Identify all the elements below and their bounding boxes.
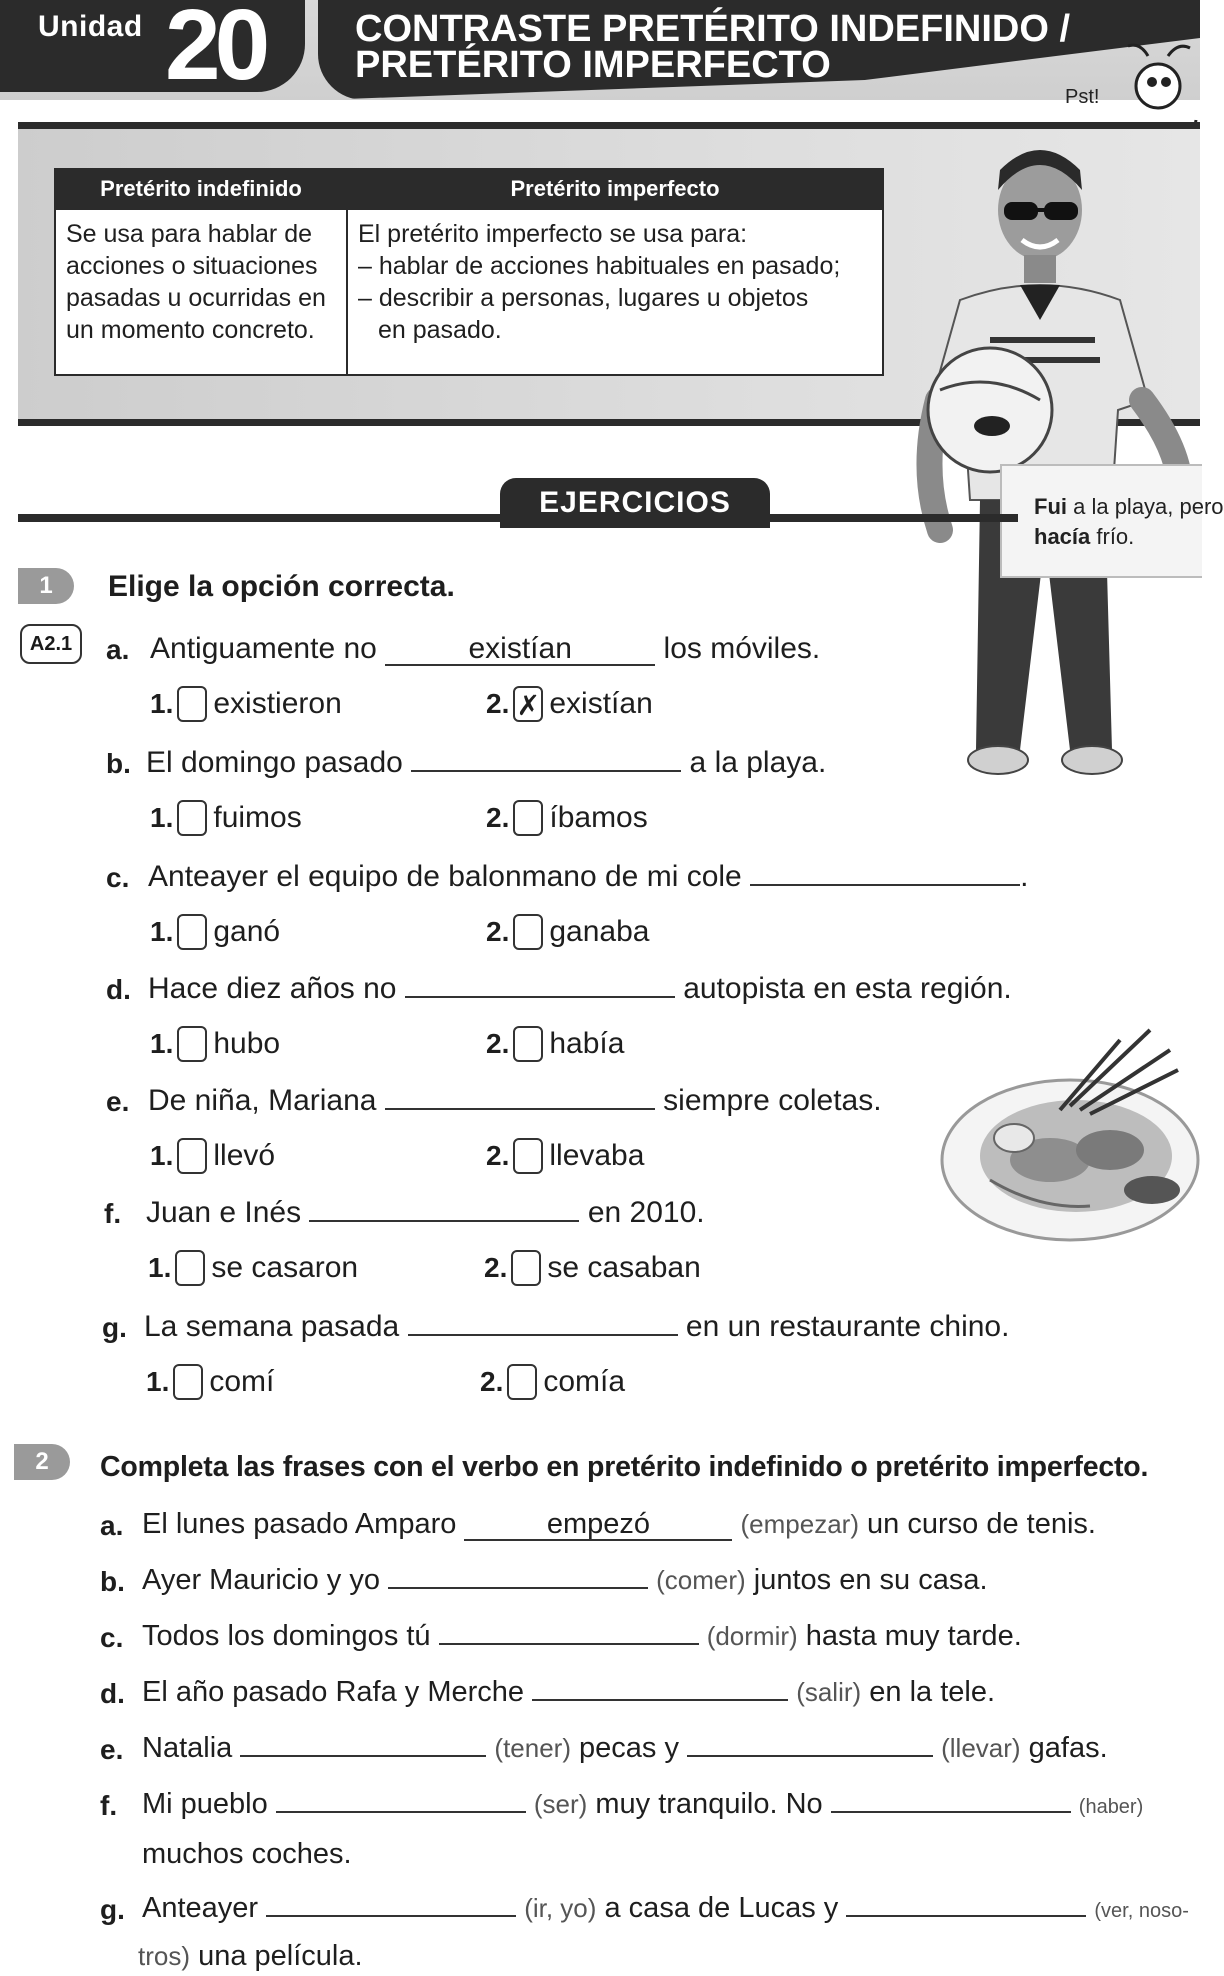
ex2-a-after: un curso de tenis. [867,1508,1096,1540]
option-label: ganaba [549,915,650,948]
ex1-e-after: siempre coletas. [663,1084,882,1117]
ex1-a-after: los móviles. [663,632,821,665]
ex2-d-after: en la tele. [869,1676,996,1708]
ex1-b-blank[interactable] [411,770,681,772]
ex2-g-before: Anteayer [142,1892,259,1924]
option-label: íbamos [549,801,648,834]
ex1-d-option2[interactable] [486,1026,624,1062]
ex2-e-before: Natalia [142,1732,233,1764]
ex1-g-option2[interactable] [480,1364,625,1400]
ex2-g-mid: a casa de Lucas y [604,1892,839,1924]
ex2-e-hint2: (llevar) [941,1733,1021,1763]
checkbox[interactable]: ✗ [513,686,543,722]
ex1-e-sentence [148,1084,882,1118]
checkbox[interactable] [177,800,207,836]
ex2-g-sentence [142,1892,1189,1925]
ex2-e-hint1: (tener) [494,1733,571,1763]
ex2-e-letter: e. [100,1734,124,1765]
grammar-table [54,168,884,376]
option-label: llevó [213,1139,276,1172]
grammar-col2-item2b: en pasado. [378,316,502,344]
ex1-e-option2[interactable] [486,1138,644,1174]
exercise-1-number: 1 [18,568,74,604]
ex1-g-letter: g. [102,1312,127,1343]
checkbox[interactable] [175,1250,205,1286]
option-label: hubo [213,1027,281,1060]
ex1-c-after: . [1020,860,1029,893]
ex2-f-hint2: (haber) [1078,1796,1144,1818]
unit-label: Unidad [38,10,143,43]
grammar-col1-header: Pretérito indefinido [55,169,347,209]
ex2-c-before: Todos los domingos tú [142,1620,431,1652]
boy-with-ball-image [880,70,1200,810]
ex1-f-letter: f. [104,1198,122,1229]
grammar-col2-header: Pretérito imperfecto [347,169,883,209]
ex1-d-option1[interactable] [150,1026,280,1062]
ex1-a-before: Antiguamente no [150,632,377,665]
ex2-b-sentence [142,1564,988,1597]
ex1-f-option2[interactable] [484,1250,701,1286]
option-label: comía [543,1365,626,1398]
ex2-g-hint1: (ir, yo) [524,1893,597,1923]
food-plate-image [920,1010,1200,1250]
ex2-g-blank1[interactable] [266,1915,516,1917]
exercise-1-title: Elige la opción correcta. [108,570,455,603]
grammar-col2-item1: – hablar de acciones habituales en pasado; [358,252,841,280]
option-number: 1. [150,1140,174,1171]
ex1-f-option1[interactable] [148,1250,358,1286]
checkbox[interactable] [177,1138,207,1174]
exercise-2-title: Completa las frases con el verbo en pretérito indefinido o pretérito imperfecto. [100,1451,1149,1483]
ex2-f-mid: muy tranquilo. No [595,1788,823,1820]
ex1-c-option2[interactable] [486,914,649,950]
ex1-e-letter: e. [106,1086,130,1117]
grammar-col2-cell [347,209,883,375]
ex2-b-blank[interactable] [388,1587,648,1589]
grammar-col1-text: Se usa para hablar de acciones o situaciones pasadas u ocurridas en un momento concreto. [55,209,347,375]
ex2-b-after: juntos en su casa. [753,1564,988,1596]
speech-note-text1: a la playa, pero [1067,494,1224,519]
ex1-f-blank[interactable] [309,1220,579,1222]
option-number: 2. [480,1366,504,1397]
ex2-c-after: hasta muy tarde. [805,1620,1022,1652]
ex2-a-hint: (empezar) [740,1509,859,1539]
option-label: comí [209,1365,275,1398]
option-number: 1. [150,1028,174,1059]
ex2-g-hint2: (ver, noso- [1094,1900,1189,1922]
ex1-a-letter: a. [106,634,130,665]
option-number: 2. [486,916,510,947]
ex2-g-letter: g. [100,1894,125,1925]
page-title-line1: CONTRASTE PRETÉRITO INDEFINIDO / [355,8,1071,50]
unit-number: 20 [165,0,265,101]
ex1-g-blank[interactable] [408,1334,678,1336]
ex1-c-sentence [148,860,1028,894]
ex2-d-hint: (salir) [796,1677,862,1707]
option-number: 1. [150,916,174,947]
ex2-e-sentence [142,1732,1108,1765]
option-number: 2. [486,688,510,719]
checkbox[interactable] [511,1250,541,1286]
ex1-b-option1[interactable] [150,800,302,836]
speech-note-text2: frío. [1090,524,1135,549]
ex2-c-sentence [142,1620,1022,1653]
ex1-a-option1[interactable] [150,686,342,722]
option-label: ganó [213,915,281,948]
ex1-d-before: Hace diez años no [148,972,397,1005]
checkbox[interactable] [177,1026,207,1062]
ex1-e-option1[interactable] [150,1138,275,1174]
ex2-d-letter: d. [100,1678,125,1709]
ex2-d-before: El año pasado Rafa y Merche [142,1676,525,1708]
ex2-b-hint: (comer) [656,1565,746,1595]
checkbox[interactable] [507,1364,537,1400]
option-number: 2. [486,1028,510,1059]
ex2-g-line2-text: una película. [198,1940,363,1972]
option-label: fuimos [213,801,302,834]
ex2-e-blank1[interactable] [240,1755,486,1757]
ex1-f-before: Juan e Inés [146,1196,302,1229]
grammar-col2-intro: El pretérito imperfecto se usa para: [358,220,748,248]
option-number: 1. [148,1252,172,1283]
ex1-c-option1[interactable] [150,914,280,950]
ex1-b-before: El domingo pasado [146,746,403,779]
ex1-c-before: Anteayer el equipo de balonmano de mi cole [148,860,742,893]
option-label: existían [549,687,653,720]
ex2-a-before: El lunes pasado Amparo [142,1508,457,1540]
option-number: 2. [486,802,510,833]
ex2-f-line2: muchos coches. [142,1838,352,1870]
ex1-d-blank[interactable] [405,996,675,998]
ex1-d-after: autopista en esta región. [683,972,1012,1005]
ex1-g-option1[interactable] [146,1364,274,1400]
speech-note-bold2: hacía [1034,524,1091,549]
ex2-a-blank[interactable]: empezó [464,1509,732,1541]
checkbox[interactable] [173,1364,203,1400]
ex2-e-blank2[interactable] [687,1755,933,1757]
checkbox[interactable] [513,1026,543,1062]
ex2-g-line2 [138,1940,363,1973]
speech-note-text [1034,492,1224,552]
ex1-g-before: La semana pasada [144,1310,400,1343]
ex1-b-option2[interactable] [486,800,648,836]
speech-note-bold1: Fui [1034,494,1067,519]
checkbox[interactable] [177,914,207,950]
ex1-b-letter: b. [106,748,131,779]
ex2-a-sentence [142,1508,1096,1541]
ex2-g-line2-hint: tros) [138,1941,190,1971]
ex2-f-letter: f. [100,1790,118,1821]
ex1-g-after: en un restaurante chino. [685,1310,1010,1343]
mascot-speech: Pst! [1065,86,1100,108]
exercise-2-number: 2 [14,1444,70,1480]
ex2-g-blank2[interactable] [846,1915,1086,1917]
checkbox[interactable] [513,1138,543,1174]
option-number: 2. [486,1140,510,1171]
ex2-f-blank2[interactable] [831,1811,1071,1813]
ex1-c-letter: c. [106,862,130,893]
option-label: existieron [213,687,342,720]
option-number: 2. [484,1252,508,1283]
ex1-a-blank[interactable]: existían [385,634,655,666]
level-badge: A2.1 [20,624,82,664]
ex2-b-letter: b. [100,1566,125,1597]
ex1-d-sentence [148,972,1012,1006]
ex2-f-sentence [142,1788,1143,1821]
ex1-a-sentence [150,632,820,666]
ex2-d-sentence [142,1676,995,1709]
ex2-b-before: Ayer Mauricio y yo [142,1564,380,1596]
ex1-e-before: De niña, Mariana [148,1084,377,1117]
option-label: se casaban [547,1251,701,1284]
ex2-f-blank1[interactable] [276,1811,526,1813]
option-label: se casaron [211,1251,359,1284]
ex1-a-option2[interactable] [486,686,653,722]
option-number: 1. [146,1366,170,1397]
option-label: llevaba [549,1139,645,1172]
checkbox[interactable] [513,800,543,836]
ex1-b-sentence [146,746,826,780]
ex2-c-hint: (dormir) [706,1621,798,1651]
ex2-c-blank[interactable] [439,1643,699,1645]
option-number: 1. [150,688,174,719]
ex1-b-after: a la playa. [689,746,827,779]
ex2-d-blank[interactable] [532,1699,788,1701]
ex2-c-letter: c. [100,1622,124,1653]
option-label: había [549,1027,625,1060]
ex1-d-letter: d. [106,974,131,1005]
option-number: 1. [150,802,174,833]
ex1-f-sentence [146,1196,705,1230]
ex2-a-letter: a. [100,1510,124,1541]
page-title-line2: PRETÉRITO IMPERFECTO [355,44,831,86]
section-title: EJERCICIOS [539,486,731,519]
ex2-f-hint1: (ser) [533,1789,588,1819]
checkbox[interactable] [177,686,207,722]
checkbox[interactable] [513,914,543,950]
ex1-c-blank[interactable] [750,884,1020,886]
ex2-e-after: gafas. [1028,1732,1108,1764]
grammar-col2-item2: – describir a personas, lugares u objetos [358,284,809,312]
ex2-f-before: Mi pueblo [142,1788,268,1820]
ex2-e-mid: pecas y [579,1732,679,1764]
ex1-f-after: en 2010. [587,1196,705,1229]
ex1-g-sentence [144,1310,1009,1344]
ex1-e-blank[interactable] [385,1108,655,1110]
